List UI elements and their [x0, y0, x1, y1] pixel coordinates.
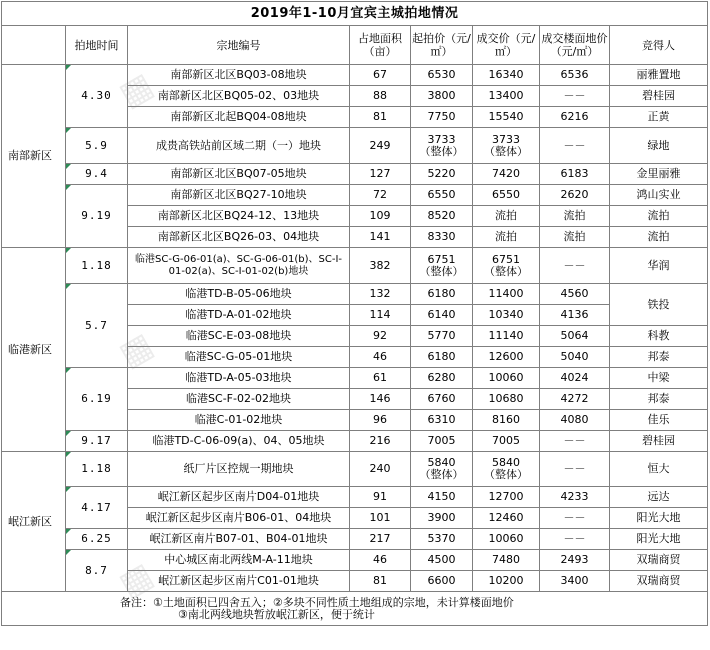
date-cell: 9.19 [66, 185, 128, 248]
deal-price-cell: 10680 [473, 389, 540, 410]
floor-price-cell: 2493 [540, 550, 610, 571]
start-price-cell: 4500 [411, 550, 473, 571]
parcel-cell: 中心城区南北两线M-A-11地块 [128, 550, 350, 571]
parcel-cell: 临港TD-C-06-09(a)、04、05地块 [128, 431, 350, 452]
table-row [2, 550, 708, 571]
floor-price-cell: 4136 [540, 305, 610, 326]
start-price-cell: 8330 [411, 227, 473, 248]
floor-price-cell: －－ [540, 86, 610, 107]
area-cell: 96 [350, 410, 411, 431]
parcel-cell: 南部新区北区BQ05-02、03地块 [128, 86, 350, 107]
floor-price-cell: 2620 [540, 185, 610, 206]
start-price-cell: 3800 [411, 86, 473, 107]
floor-price-cell: 流拍 [540, 206, 610, 227]
floor-price-cell: 6183 [540, 164, 610, 185]
date-cell: 1.18 [66, 452, 128, 487]
floor-price-cell: 6536 [540, 65, 610, 86]
deal-price-note: （整体） [484, 468, 528, 481]
start-price-cell: 5370 [411, 529, 473, 550]
header-parcel: 宗地编号 [128, 26, 350, 65]
floor-price-cell: 4272 [540, 389, 610, 410]
winner-cell: 绿地 [610, 128, 708, 164]
area-cell: 217 [350, 529, 411, 550]
winner-cell: 恒大 [610, 452, 708, 487]
deal-price-cell [473, 128, 540, 164]
table-row [2, 128, 708, 164]
start-price-cell: 6180 [411, 284, 473, 305]
parcel-cell: 临港TD-A-05-03地块 [128, 368, 350, 389]
winner-cell: 阳光大地 [610, 508, 708, 529]
deal-price-cell: 16340 [473, 65, 540, 86]
floor-price-cell: 4080 [540, 410, 610, 431]
parcel-cell: 南部新区北区BQ27-10地块 [128, 185, 350, 206]
date-cell: 9.4 [66, 164, 128, 185]
parcel-cell: 南部新区北区BQ03-08地块 [128, 65, 350, 86]
deal-price-cell: 15540 [473, 107, 540, 128]
area-cell: 216 [350, 431, 411, 452]
deal-price-value: 6751 [492, 252, 520, 266]
parcel-cell: 临港TD-A-01-02地块 [128, 305, 350, 326]
start-price-cell: 8520 [411, 206, 473, 227]
deal-price-cell: 8160 [473, 410, 540, 431]
start-price-cell: 6760 [411, 389, 473, 410]
table-title: 2019年1-10月宜宾主城拍地情况 [2, 2, 708, 26]
area-cell: 109 [350, 206, 411, 227]
parcel-cell: 岷江新区南片B07-01、B04-01地块 [128, 529, 350, 550]
start-price-cell: 6180 [411, 347, 473, 368]
winner-cell: 流拍 [610, 227, 708, 248]
parcel-cell: 临港SC-G-06-01(a)、SC-G-06-01(b)、SC-I-01-02(a)、SC-I-01-02(b)地块 [128, 248, 350, 284]
header-winner: 竞得人 [610, 26, 708, 65]
area-cell: 132 [350, 284, 411, 305]
floor-price-cell: －－ [540, 452, 610, 487]
area-cell: 382 [350, 248, 411, 284]
floor-price-cell: 5040 [540, 347, 610, 368]
parcel-cell: 南部新区北区BQ24-12、13地块 [128, 206, 350, 227]
floor-price-cell: －－ [540, 248, 610, 284]
winner-cell: 科教 [610, 326, 708, 347]
start-price-cell: 6530 [411, 65, 473, 86]
start-price-cell [411, 248, 473, 284]
start-price-cell: 6140 [411, 305, 473, 326]
area-cell: 72 [350, 185, 411, 206]
parcel-cell: 南部新区北区BQ26-03、04地块 [128, 227, 350, 248]
table-row [2, 368, 708, 389]
header-date: 拍地时间 [66, 26, 128, 65]
header-start-price: 起拍价（元/㎡） [411, 26, 473, 65]
winner-cell: 双瑞商贸 [610, 571, 708, 592]
start-price-cell: 4150 [411, 487, 473, 508]
table-row [2, 487, 708, 508]
start-price-cell: 6310 [411, 410, 473, 431]
parcel-cell: 南部新区北区BQ07-05地块 [128, 164, 350, 185]
parcel-cell: 成贵高铁站前区域二期（一）地块 [128, 128, 350, 164]
start-price-cell [411, 128, 473, 164]
header-blank [2, 26, 66, 65]
date-cell: 6.19 [66, 368, 128, 431]
start-price-note: （整体） [419, 144, 464, 158]
start-price-cell: 7750 [411, 107, 473, 128]
start-price-note: （整体） [419, 264, 464, 278]
floor-price-cell: －－ [540, 431, 610, 452]
area-cell: 127 [350, 164, 411, 185]
table-row [2, 65, 708, 86]
table-row [2, 452, 708, 487]
parcel-cell: 岷江新区起步区南片C01-01地块 [128, 571, 350, 592]
table-row [2, 248, 708, 284]
table-row [2, 431, 708, 452]
header-deal-price: 成交价（元/㎡） [473, 26, 540, 65]
district-minjiang: 岷江新区 [2, 452, 66, 592]
winner-cell: 铁投 [610, 284, 708, 326]
deal-price-cell: 6550 [473, 185, 540, 206]
area-cell: 61 [350, 368, 411, 389]
table-row [2, 284, 708, 305]
start-price-cell: 5770 [411, 326, 473, 347]
area-cell: 92 [350, 326, 411, 347]
date-cell: 1.18 [66, 248, 128, 284]
date-cell: 5.7 [66, 284, 128, 368]
start-price-value: 5840 [427, 456, 456, 469]
deal-price-cell [473, 452, 540, 487]
winner-cell: 中梁 [610, 368, 708, 389]
deal-price-cell: 10200 [473, 571, 540, 592]
deal-price-note: （整体） [484, 144, 528, 158]
table-row [2, 529, 708, 550]
parcel-cell: 临港SC-F-02-02地块 [128, 389, 350, 410]
parcel-cell: 临港TD-B-05-06地块 [128, 284, 350, 305]
table-notes [2, 592, 708, 626]
winner-cell: 丽雅置地 [610, 65, 708, 86]
floor-price-cell: 5064 [540, 326, 610, 347]
winner-cell: 流拍 [610, 206, 708, 227]
floor-price-cell: 流拍 [540, 227, 610, 248]
start-price-note: （整体） [419, 468, 464, 481]
deal-price-cell: 流拍 [473, 227, 540, 248]
district-lingang: 临港新区 [2, 248, 66, 452]
parcel-cell: 临港C-01-02地块 [128, 410, 350, 431]
floor-price-cell: 4560 [540, 284, 610, 305]
watermark: ▦ [112, 324, 160, 376]
start-price-value: 6751 [427, 252, 456, 266]
header-area: 占地面积（亩） [350, 26, 411, 65]
start-price-cell: 6600 [411, 571, 473, 592]
area-cell: 67 [350, 65, 411, 86]
deal-price-cell [473, 248, 540, 284]
date-cell: 5.9 [66, 128, 128, 164]
deal-price-cell: 7480 [473, 550, 540, 571]
parcel-cell: 南部新区北起BQ04-08地块 [128, 107, 350, 128]
area-cell: 240 [350, 452, 411, 487]
district-nanbu: 南部新区 [2, 65, 66, 248]
deal-price-cell: 11400 [473, 284, 540, 305]
watermark: ▦ [112, 64, 160, 116]
note-line-2: ③南北两线地块暂放岷江新区，便于统计 [178, 607, 375, 621]
parcel-cell: 临港SC-E-03-08地块 [128, 326, 350, 347]
floor-price-cell: 6216 [540, 107, 610, 128]
winner-cell: 鸿山实业 [610, 185, 708, 206]
parcel-cell: 岷江新区起步区南片D04-01地块 [128, 487, 350, 508]
date-cell: 9.17 [66, 431, 128, 452]
area-cell: 101 [350, 508, 411, 529]
start-price-value: 3733 [427, 132, 456, 146]
table-row [2, 164, 708, 185]
area-cell: 91 [350, 487, 411, 508]
watermark: ▦ [112, 554, 160, 606]
floor-price-cell: 4233 [540, 487, 610, 508]
area-cell: 88 [350, 86, 411, 107]
deal-price-cell: 10060 [473, 529, 540, 550]
area-cell: 141 [350, 227, 411, 248]
parcel-cell: 临港SC-G-05-01地块 [128, 347, 350, 368]
winner-cell: 正黄 [610, 107, 708, 128]
winner-cell: 碧桂园 [610, 86, 708, 107]
parcel-cell: 岷江新区起步区南片B06-01、04地块 [128, 508, 350, 529]
parcel-cell: 纸厂片区控规一期地块 [128, 452, 350, 487]
date-cell: 8.7 [66, 550, 128, 592]
deal-price-cell: 12460 [473, 508, 540, 529]
start-price-cell: 7005 [411, 431, 473, 452]
deal-price-cell: 10340 [473, 305, 540, 326]
deal-price-cell: 11140 [473, 326, 540, 347]
area-cell: 81 [350, 107, 411, 128]
deal-price-cell: 12600 [473, 347, 540, 368]
winner-cell: 邦泰 [610, 389, 708, 410]
deal-price-value: 5840 [492, 456, 520, 469]
winner-cell: 华润 [610, 248, 708, 284]
start-price-cell: 5220 [411, 164, 473, 185]
note-line-1: 备注：①土地面积已四舍五入；②多块不同性质土地组成的宗地，未计算楼面地价 [120, 595, 514, 609]
deal-price-cell: 13400 [473, 86, 540, 107]
winner-cell: 碧桂园 [610, 431, 708, 452]
area-cell: 114 [350, 305, 411, 326]
area-cell: 81 [350, 571, 411, 592]
winner-cell: 金里丽雅 [610, 164, 708, 185]
area-cell: 146 [350, 389, 411, 410]
deal-price-cell: 10060 [473, 368, 540, 389]
area-cell: 46 [350, 347, 411, 368]
winner-cell: 邦泰 [610, 347, 708, 368]
floor-price-cell: 4024 [540, 368, 610, 389]
floor-price-cell: －－ [540, 508, 610, 529]
winner-cell: 佳乐 [610, 410, 708, 431]
deal-price-value: 3733 [492, 132, 520, 146]
winner-cell: 双瑞商贸 [610, 550, 708, 571]
table-row [2, 185, 708, 206]
date-cell: 4.30 [66, 65, 128, 128]
area-cell: 249 [350, 128, 411, 164]
start-price-cell [411, 452, 473, 487]
floor-price-cell: －－ [540, 128, 610, 164]
deal-price-cell: 7005 [473, 431, 540, 452]
date-cell: 6.25 [66, 529, 128, 550]
deal-price-cell: 流拍 [473, 206, 540, 227]
winner-cell: 阳光大地 [610, 529, 708, 550]
start-price-cell: 3900 [411, 508, 473, 529]
winner-cell: 远达 [610, 487, 708, 508]
start-price-cell: 6280 [411, 368, 473, 389]
header-floor-price: 成交楼面地价（元/㎡） [540, 26, 610, 65]
date-cell: 4.17 [66, 487, 128, 529]
floor-price-cell: －－ [540, 529, 610, 550]
deal-price-note: （整体） [484, 264, 528, 278]
floor-price-cell: 3400 [540, 571, 610, 592]
start-price-cell: 6550 [411, 185, 473, 206]
deal-price-cell: 12700 [473, 487, 540, 508]
area-cell: 46 [350, 550, 411, 571]
deal-price-cell: 7420 [473, 164, 540, 185]
land-auction-table [1, 1, 708, 626]
